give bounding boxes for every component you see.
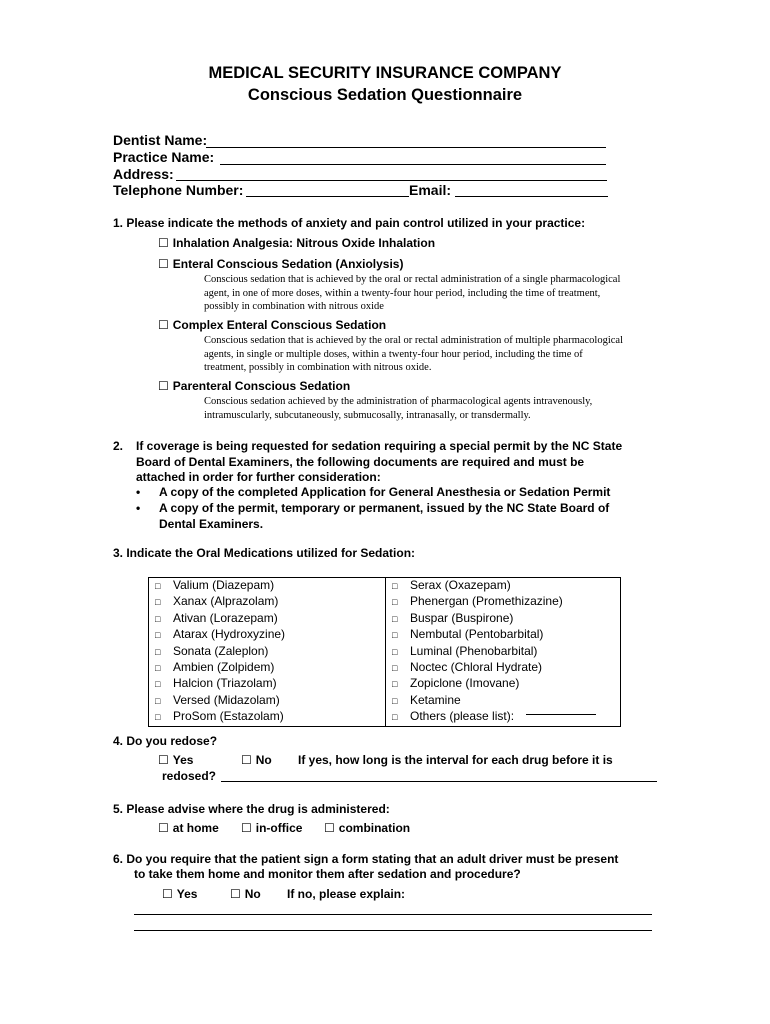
q4-followup-redosed: redosed? [162,769,217,783]
checkbox-icon[interactable]: ☐ [158,753,169,767]
medication-label: Zopiclone (Imovane) [410,676,520,691]
checkbox-icon[interactable]: □ [155,646,161,657]
medications-table [148,577,621,727]
checkbox-icon[interactable]: ☐ [158,318,169,332]
email-label: Email: [409,182,452,198]
medication-label: Halcion (Triazolam) [173,676,277,691]
medication-option[interactable] [386,578,621,595]
dentist-name-label: Dentist Name: [113,132,208,148]
redose-interval-field[interactable] [221,781,657,782]
medication-label: Ativan (Lorazepam) [173,610,278,625]
medication-option[interactable] [149,627,386,643]
address-label: Address: [113,166,174,182]
practice-name-label: Practice Name: [113,149,215,165]
bullet-icon: • [136,485,141,499]
q1-option-complex-enteral[interactable]: ☐ Complex Enteral Conscious Sedation [158,318,387,332]
medication-label: Valium (Diazepam) [173,578,275,592]
medication-option[interactable] [386,709,621,726]
medication-option[interactable] [386,676,621,692]
medication-option[interactable] [149,676,386,692]
medication-label: Ambien (Zolpidem) [173,660,275,675]
checkbox-icon[interactable]: □ [155,597,161,608]
checkbox-icon[interactable]: □ [155,695,161,706]
q2-text: If coverage is being requested for sedation requiring a special permit by the NC State Board of Dental Examiners, the following documents are required and must be attached in order for further consideration: [136,439,623,484]
q6-question-line1: 6. Do you require that the patient sign a form stating that an adult driver must be present [113,852,619,866]
checkbox-icon[interactable]: □ [392,613,398,624]
table-row [149,578,621,595]
q4-no-option[interactable]: ☐ No [241,753,272,767]
q1-enteral-description: Conscious sedation that is achieved by the oral or rectal administration of a single pharmacological agent, in one of more doses, within a twenty-four hour period, including the time of treatment, possibly in combination with nitrous oxide [204,274,621,313]
medication-option[interactable] [149,709,386,726]
table-row [149,594,621,610]
q6-explain-line-1[interactable] [134,914,652,915]
medication-option[interactable] [149,660,386,676]
q5-question: 5. Please advise where the drug is administered: [113,802,390,816]
medication-option[interactable] [386,594,621,610]
q6-explain-label: If no, please explain: [287,887,406,901]
medication-label: Luminal (Phenobarbital) [410,643,538,658]
checkbox-icon[interactable]: ☐ [324,821,335,835]
medication-option[interactable] [386,660,621,676]
checkbox-icon[interactable]: □ [392,712,398,723]
address-field[interactable] [176,180,607,181]
practice-name-field[interactable] [220,164,606,165]
medication-label: Phenergan (Promethizazine) [410,594,563,609]
medication-label: Buspar (Buspirone) [410,610,514,625]
medication-option[interactable] [149,693,386,709]
checkbox-icon[interactable]: ☐ [241,753,252,767]
medication-label: Ketamine [410,692,461,707]
checkbox-icon[interactable]: □ [392,581,398,591]
checkbox-icon[interactable]: ☐ [158,257,169,271]
medication-option[interactable] [149,644,386,660]
form-title: Conscious Sedation Questionnaire [247,86,523,104]
table-row [149,693,621,709]
checkbox-icon[interactable]: □ [392,630,398,641]
q4-followup: If yes, how long is the interval for each drug before it is [298,753,613,767]
dentist-name-field[interactable] [206,147,606,148]
q4-question: 4. Do you redose? [113,734,218,748]
medication-label: ProSom (Estazolam) [173,709,284,724]
q4-yes-option[interactable]: ☐ Yes [158,753,194,767]
bullet-icon: • [136,501,141,515]
checkbox-icon[interactable]: ☐ [162,887,173,901]
medication-label: Atarax (Hydroxyzine) [173,627,286,642]
table-row [149,611,621,627]
q6-yes-option[interactable]: ☐ Yes [162,887,198,901]
medication-label: Sonata (Zaleplon) [173,643,269,658]
q6-explain-line-2[interactable] [134,930,652,931]
telephone-field[interactable] [246,196,409,197]
q1-option-parenteral[interactable]: ☐ Parenteral Conscious Sedation [158,379,351,393]
q1-option-enteral[interactable]: ☐ Enteral Conscious Sedation (Anxiolysis) [158,257,404,271]
q1-question: 1. Please indicate the methods of anxiety and pain control utilized in your practice: [113,216,586,230]
q5-option-at-home[interactable]: ☐ at home [158,821,219,835]
medication-label: Nembutal (Pentobarbital) [410,627,544,642]
medication-option[interactable] [386,611,621,627]
checkbox-icon[interactable]: □ [392,663,398,674]
medication-label: Serax (Oxazepam) [410,578,511,592]
medication-label: Others (please list): [410,709,515,724]
q5-option-combination[interactable]: ☐ combination [324,821,411,835]
q1-complex-enteral-description: Conscious sedation that is achieved by the oral or rectal administration of multiple pharmacological agents, in single or multiple doses, within a twenty-four hour period, including the time of treatment, possibly in combination with nitrous oxide. [204,335,624,374]
table-row [149,676,621,692]
checkbox-icon[interactable]: □ [392,646,398,657]
checkbox-icon[interactable]: ☐ [158,236,169,250]
telephone-label: Telephone Number: [113,182,244,198]
q5-option-in-office[interactable]: ☐ in-office [241,821,303,835]
medication-label: Xanax (Alprazolam) [173,594,279,609]
checkbox-icon[interactable]: ☐ [158,821,169,835]
medication-option[interactable] [386,644,621,660]
q2-bullet-application: A copy of the completed Application for General Anesthesia or Sedation Permit [159,485,611,499]
medication-option[interactable] [149,594,386,610]
others-list-field[interactable] [526,714,596,715]
medication-option[interactable] [386,627,621,643]
checkbox-icon[interactable]: ☐ [241,821,252,835]
medication-option[interactable] [149,611,386,627]
table-row [149,627,621,643]
medication-label: Noctec (Chloral Hydrate) [410,660,543,675]
table-row [149,644,621,660]
medication-label: Versed (Midazolam) [173,692,280,707]
checkbox-icon[interactable]: □ [155,613,161,624]
table-row [149,709,621,726]
company-name: MEDICAL SECURITY INSURANCE COMPANY [208,64,562,82]
q2-bullet-permit: A copy of the permit, temporary or permanent, issued by the NC State Board of Dental Examiners. [159,501,610,531]
q6-question-line2: to take them home and monitor them after sedation and procedure? [134,867,521,881]
checkbox-icon[interactable]: ☐ [158,379,169,393]
checkbox-icon[interactable]: □ [155,663,161,674]
checkbox-icon[interactable]: □ [392,695,398,706]
checkbox-icon[interactable]: □ [155,679,161,690]
q1-option-inhalation[interactable]: ☐ Inhalation Analgesia: Nitrous Oxide Inhalation [158,236,436,250]
checkbox-icon[interactable]: □ [392,679,398,690]
q1-parenteral-description: Conscious sedation achieved by the administration of pharmacological agents intravenously, intramuscularly, subcutaneously, submucosally, intranasally, or transdermally. [204,396,593,421]
checkbox-icon[interactable]: ☐ [230,887,241,901]
q6-no-option[interactable]: ☐ No [230,887,261,901]
table-row [149,660,621,676]
email-field[interactable] [455,196,608,197]
medication-option[interactable] [386,693,621,709]
q2-number: 2. [113,439,124,453]
medication-option[interactable] [149,578,386,595]
q3-question: 3. Indicate the Oral Medications utilized for Sedation: [113,546,416,560]
checkbox-icon[interactable]: □ [392,597,398,608]
checkbox-icon[interactable]: □ [155,581,161,591]
checkbox-icon[interactable]: □ [155,712,161,723]
checkbox-icon[interactable]: □ [155,630,161,641]
